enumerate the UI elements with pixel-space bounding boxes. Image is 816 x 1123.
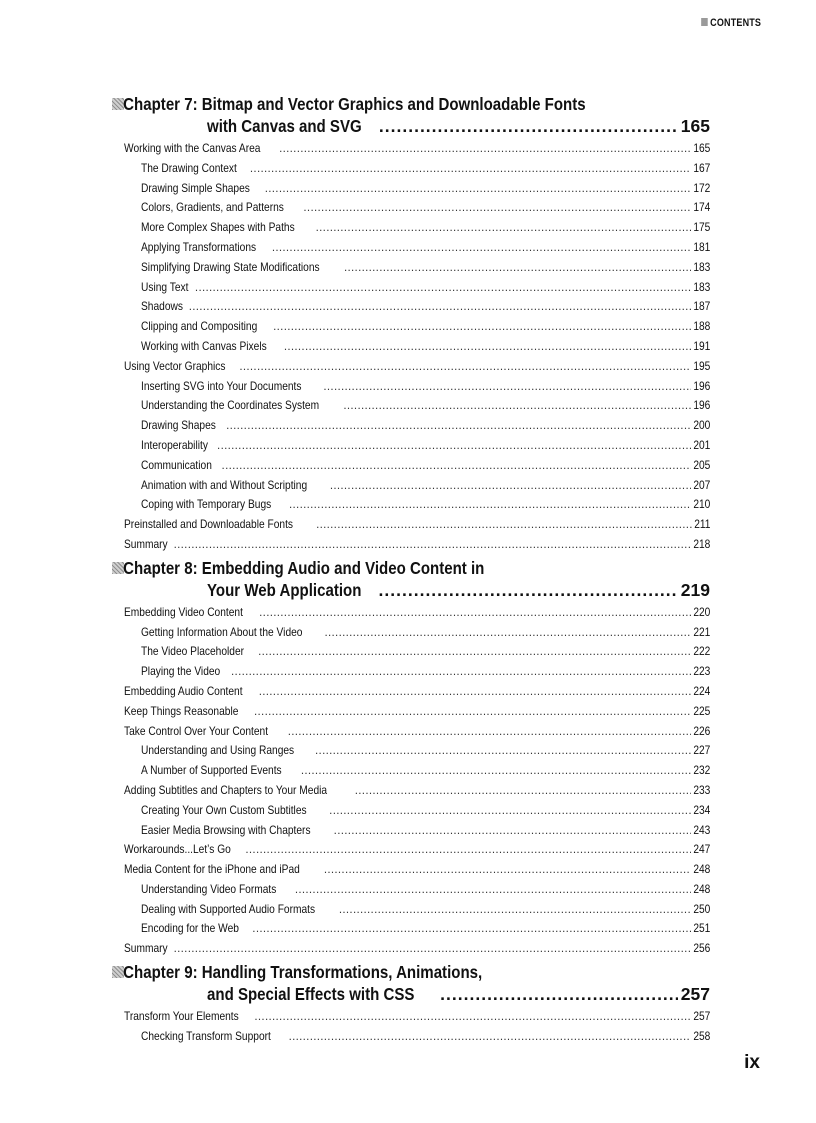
- entry-page: 181: [692, 240, 710, 254]
- entry-page: 201: [692, 438, 710, 452]
- leader-dots: [316, 218, 691, 238]
- entry-title: Working with Canvas Pixels: [141, 339, 267, 353]
- chapter-title-line2: Your Web Application: [207, 579, 362, 600]
- toc-entry[interactable]: [112, 761, 710, 781]
- running-head-text: CONTENTS: [710, 17, 761, 29]
- toc-entry[interactable]: [112, 436, 710, 456]
- leader-dots: [254, 702, 691, 722]
- toc-entry[interactable]: [112, 377, 710, 397]
- entry-page: 183: [692, 280, 710, 294]
- entry-title: Embedding Video Content: [124, 605, 243, 619]
- toc-entry[interactable]: [112, 159, 710, 179]
- toc-entry[interactable]: [112, 781, 710, 801]
- entry-title: Summary: [124, 537, 168, 551]
- toc-entry[interactable]: [112, 357, 710, 377]
- entry-page: 207: [692, 478, 710, 492]
- entry-title: Embedding Audio Content: [124, 684, 243, 698]
- toc-entry[interactable]: [112, 919, 710, 939]
- entry-page: 187: [692, 300, 710, 314]
- leader-dots: [259, 603, 691, 623]
- toc-entry[interactable]: [112, 840, 710, 860]
- leader-dots: [222, 456, 691, 476]
- entry-page: 248: [692, 863, 710, 877]
- entry-page: 211: [693, 518, 710, 532]
- toc-entry[interactable]: [112, 218, 710, 238]
- leader-dots: [254, 1007, 690, 1027]
- toc-entry[interactable]: [112, 741, 710, 761]
- entry-title: Communication: [141, 458, 212, 472]
- leader-dots: [355, 781, 691, 801]
- entry-title: Coping with Temporary Bugs: [141, 498, 272, 512]
- toc-entry[interactable]: [112, 495, 710, 515]
- entry-title: Animation with and Without Scripting: [141, 478, 308, 492]
- chapter-entries: [112, 1007, 710, 1047]
- leader-dots: [323, 377, 690, 397]
- entry-page: 222: [692, 645, 710, 659]
- entry-title: Clipping and Compositing: [141, 320, 258, 334]
- entry-title: Interoperability: [141, 438, 208, 452]
- entry-page: 234: [692, 803, 710, 817]
- entry-page: 205: [692, 458, 710, 472]
- leader-dots: [189, 297, 691, 317]
- leader-dots: [265, 179, 691, 199]
- entry-title: Colors, Gradients, and Patterns: [141, 201, 284, 215]
- toc-entry[interactable]: [112, 939, 710, 959]
- entry-title: Take Control Over Your Content: [124, 724, 269, 738]
- entry-page: 251: [692, 922, 710, 936]
- leader-dots: [379, 579, 678, 602]
- leader-dots: [440, 983, 678, 1006]
- entry-page: 243: [692, 823, 710, 837]
- leader-dots: [315, 741, 691, 761]
- leader-dots: [245, 840, 690, 860]
- toc-entry[interactable]: [112, 456, 710, 476]
- entry-title: Drawing Shapes: [141, 419, 216, 433]
- leader-dots: [295, 880, 691, 900]
- leader-dots: [343, 396, 690, 416]
- entry-title: Creating Your Own Custom Subtitles: [141, 803, 307, 817]
- entry-title: Understanding Video Formats: [141, 882, 277, 896]
- chapter-title-line1: Chapter 7: Bitmap and Vector Graphics and Downloadable Fonts: [123, 94, 586, 114]
- leader-dots: [334, 821, 691, 841]
- entry-page: 200: [692, 419, 710, 433]
- entry-title: The Video Placeholder: [141, 645, 245, 659]
- toc-entry[interactable]: [112, 801, 710, 821]
- toc-entry[interactable]: [112, 278, 710, 298]
- leader-dots: [339, 900, 691, 920]
- toc-entry[interactable]: [112, 702, 710, 722]
- entry-title: Preinstalled and Downloadable Fonts: [124, 518, 294, 532]
- chapter-title-line1: Chapter 9: Handling Transformations, Animations,: [123, 962, 483, 983]
- toc-entry[interactable]: [112, 821, 710, 841]
- chapter-entries: [112, 603, 710, 959]
- leader-dots: [239, 357, 690, 377]
- leader-dots: [272, 238, 691, 258]
- entry-title: Adding Subtitles and Chapters to Your Media: [124, 783, 328, 797]
- entry-title: Using Text: [141, 280, 189, 294]
- toc-entry[interactable]: [112, 1027, 710, 1047]
- entry-title: Working with the Canvas Area: [124, 142, 261, 155]
- entry-title: Encoding for the Web: [141, 922, 239, 936]
- entry-page: 258: [692, 1029, 710, 1043]
- toc-entry[interactable]: [112, 179, 710, 199]
- toc-entry[interactable]: [112, 722, 710, 742]
- entry-page: 210: [692, 498, 710, 512]
- leader-dots: [195, 278, 691, 298]
- leader-dots: [231, 662, 691, 682]
- entry-title: Getting Information About the Video: [141, 625, 303, 639]
- leader-dots: [174, 939, 691, 959]
- chapter-title-line1: Chapter 8: Embedding Audio and Video Content in: [123, 557, 485, 578]
- entry-title: More Complex Shapes with Paths: [141, 221, 295, 235]
- entry-page: 196: [692, 379, 710, 393]
- entry-page: 223: [692, 665, 710, 679]
- entry-title: Simplifying Drawing State Modifications: [141, 260, 320, 274]
- entry-page: 247: [692, 843, 710, 857]
- entry-title: Dealing with Supported Audio Formats: [141, 902, 316, 916]
- entry-title: Playing the Video: [141, 665, 221, 679]
- leader-dots: [303, 198, 690, 218]
- entry-title: Keep Things Reasonable: [124, 704, 239, 718]
- leader-dots: [279, 139, 691, 159]
- entry-page: 172: [692, 181, 710, 195]
- leader-dots: [250, 159, 691, 179]
- toc-entry[interactable]: [112, 900, 710, 920]
- entry-title: Transform Your Elements: [124, 1010, 239, 1024]
- entry-title: Checking Transform Support: [141, 1029, 271, 1043]
- toc-entry[interactable]: [112, 642, 710, 662]
- entry-title: Workarounds...Let’s Go: [124, 843, 231, 857]
- chapter-page: 219: [680, 579, 710, 600]
- toc-entry[interactable]: [112, 662, 710, 682]
- entry-page: 191: [692, 339, 710, 353]
- leader-dots: [226, 416, 691, 436]
- leader-dots: [316, 515, 691, 535]
- chapter-title-line2: with Canvas and SVG: [207, 116, 362, 136]
- entry-page: 227: [692, 744, 710, 758]
- leader-dots: [301, 761, 691, 781]
- toc-entry[interactable]: [112, 337, 710, 357]
- entry-page: 248: [692, 882, 710, 896]
- running-head: [701, 17, 761, 29]
- toc-entry[interactable]: [112, 139, 710, 159]
- chapter-heading[interactable]: [112, 557, 710, 602]
- toc-entry[interactable]: [112, 416, 710, 436]
- entry-title: Summary: [124, 942, 168, 956]
- toc-entry[interactable]: [112, 1007, 710, 1027]
- entry-page: 188: [692, 320, 710, 334]
- entry-page: 167: [692, 161, 710, 175]
- entry-page: 175: [692, 221, 710, 235]
- chapter-page: 257: [680, 984, 710, 1005]
- leader-dots: [259, 682, 691, 702]
- chapter-heading[interactable]: [112, 961, 710, 1006]
- leader-dots: [324, 623, 690, 643]
- leader-dots: [329, 801, 690, 821]
- entry-page: 165: [692, 142, 710, 155]
- toc-entry[interactable]: [112, 515, 710, 535]
- entry-page: 221: [692, 625, 710, 639]
- entry-title: Shadows: [141, 300, 183, 314]
- entry-page: 225: [692, 704, 710, 718]
- entry-title: Understanding the Coordinates System: [141, 399, 320, 413]
- leader-dots: [289, 495, 691, 515]
- leader-dots: [379, 115, 678, 138]
- toc-entry[interactable]: [112, 297, 710, 317]
- toc-entry[interactable]: [112, 860, 710, 880]
- entry-title: Inserting SVG into Your Documents: [141, 379, 302, 393]
- leader-dots: [273, 317, 691, 337]
- entry-title: Drawing Simple Shapes: [141, 181, 250, 195]
- leader-dots: [284, 337, 691, 357]
- toc-entry[interactable]: [112, 198, 710, 218]
- leader-dots: [217, 436, 691, 456]
- entry-page: 196: [692, 399, 710, 413]
- entry-title: Applying Transformations: [141, 240, 257, 254]
- chapter-entries: [112, 139, 710, 555]
- entry-page: 174: [692, 201, 710, 215]
- toc-entry[interactable]: [112, 396, 710, 416]
- leader-dots: [344, 258, 691, 278]
- toc-entry[interactable]: [112, 317, 710, 337]
- toc-entry[interactable]: [112, 238, 710, 258]
- entry-title: Easier Media Browsing with Chapters: [141, 823, 311, 837]
- table-of-contents: [112, 93, 710, 1049]
- leader-dots: [174, 535, 691, 555]
- leader-dots: [289, 1027, 691, 1047]
- toc-entry[interactable]: [112, 623, 710, 643]
- entry-title: Media Content for the iPhone and iPad: [124, 863, 300, 877]
- page-number: ix: [744, 1052, 760, 1073]
- leader-dots: [330, 476, 691, 496]
- entry-page: 233: [692, 783, 710, 797]
- entry-title: A Number of Supported Events: [141, 764, 282, 778]
- entry-title: Using Vector Graphics: [124, 359, 226, 373]
- leader-dots: [258, 642, 691, 662]
- entry-page: 224: [692, 684, 710, 698]
- chapter-page: 165: [680, 116, 710, 136]
- square-bullet-icon: [701, 18, 708, 26]
- entry-page: 195: [692, 359, 710, 373]
- entry-page: 226: [692, 724, 710, 738]
- leader-dots: [324, 860, 691, 880]
- entry-page: 250: [692, 902, 710, 916]
- toc-entry[interactable]: [112, 880, 710, 900]
- leader-dots: [252, 919, 690, 939]
- chapter-heading[interactable]: [112, 93, 710, 138]
- entry-page: 232: [692, 764, 710, 778]
- entry-page: 256: [692, 942, 710, 956]
- entry-page: 218: [692, 537, 710, 551]
- entry-title: Understanding and Using Ranges: [141, 744, 295, 758]
- toc-entry[interactable]: [112, 476, 710, 496]
- toc-entry[interactable]: [112, 603, 710, 623]
- toc-entry[interactable]: [112, 535, 710, 555]
- entry-page: 183: [692, 260, 710, 274]
- entry-title: The Drawing Context: [141, 161, 237, 175]
- entry-page: 220: [692, 605, 710, 619]
- toc-entry[interactable]: [112, 258, 710, 278]
- leader-dots: [288, 722, 691, 742]
- entry-page: 257: [692, 1010, 710, 1024]
- toc-entry[interactable]: [112, 682, 710, 702]
- chapter-title-line2: and Special Effects with CSS: [207, 984, 415, 1005]
